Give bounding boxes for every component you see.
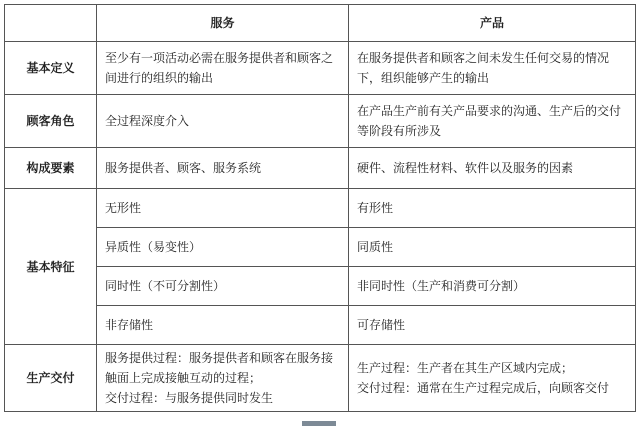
product-characteristic-cell: 同质性 [349,228,636,267]
service-customer-role-cell: 全过程深度介入 [97,95,349,148]
row-label-customer-role: 顾客角色 [5,95,97,148]
product-definition-cell: 在服务提供者和顾客之间未发生任何交易的情况下，组织能够产生的输出 [349,42,636,95]
table-row-characteristic [5,189,636,228]
table-row-components [5,148,636,189]
table-row-delivery [5,345,636,412]
product-characteristic-cell: 非同时性（生产和消费可分割） [349,267,636,306]
service-delivery-line: 触面上完成接触互动的过程； [105,371,262,385]
service-delivery-cell [97,345,349,412]
service-characteristic-cell: 无形性 [97,189,349,228]
product-column-header: 产品 [349,5,636,42]
comparison-table-container [4,4,635,412]
service-characteristic-cell: 非存储性 [97,306,349,345]
product-customer-role-cell: 在产品生产前有关产品要求的沟通、生产后的交付等阶段有所涉及 [349,95,636,148]
table-row-characteristic [5,228,636,267]
service-delivery-line: 交付过程：与服务提供同时发生 [105,391,274,405]
service-components-cell: 服务提供者、顾客、服务系统 [97,148,349,189]
header-row [5,5,636,42]
row-label-delivery: 生产交付 [5,345,97,412]
service-product-comparison-table [4,4,636,412]
product-delivery-cell [349,345,636,412]
service-column-header: 服务 [97,5,349,42]
product-characteristic-cell: 有形性 [349,189,636,228]
product-delivery-line: 生产过程：生产者在其生产区域内完成； [357,361,574,375]
row-label-characteristics: 基本特征 [5,189,97,345]
row-label-components: 构成要素 [5,148,97,189]
product-delivery-line: 交付过程：通常在生产过程完成后，向顾客交付 [357,381,610,395]
service-characteristic-cell: 同时性（不可分割性） [97,267,349,306]
product-characteristic-cell: 可存储性 [349,306,636,345]
table-row-customer-role [5,95,636,148]
scroll-indicator[interactable] [302,421,336,426]
table-row-characteristic [5,306,636,345]
table-row-characteristic [5,267,636,306]
table-row-definition [5,42,636,95]
service-characteristic-cell: 异质性（易变性） [97,228,349,267]
row-label-definition: 基本定义 [5,42,97,95]
service-delivery-line: 服务提供过程：服务提供者和顾客在服务接 [105,351,334,365]
product-components-cell: 硬件、流程性材料、软件以及服务的因素 [349,148,636,189]
service-definition-cell: 至少有一项活动必需在服务提供者和顾客之间进行的组织的输出 [97,42,349,95]
corner-header [5,5,97,42]
